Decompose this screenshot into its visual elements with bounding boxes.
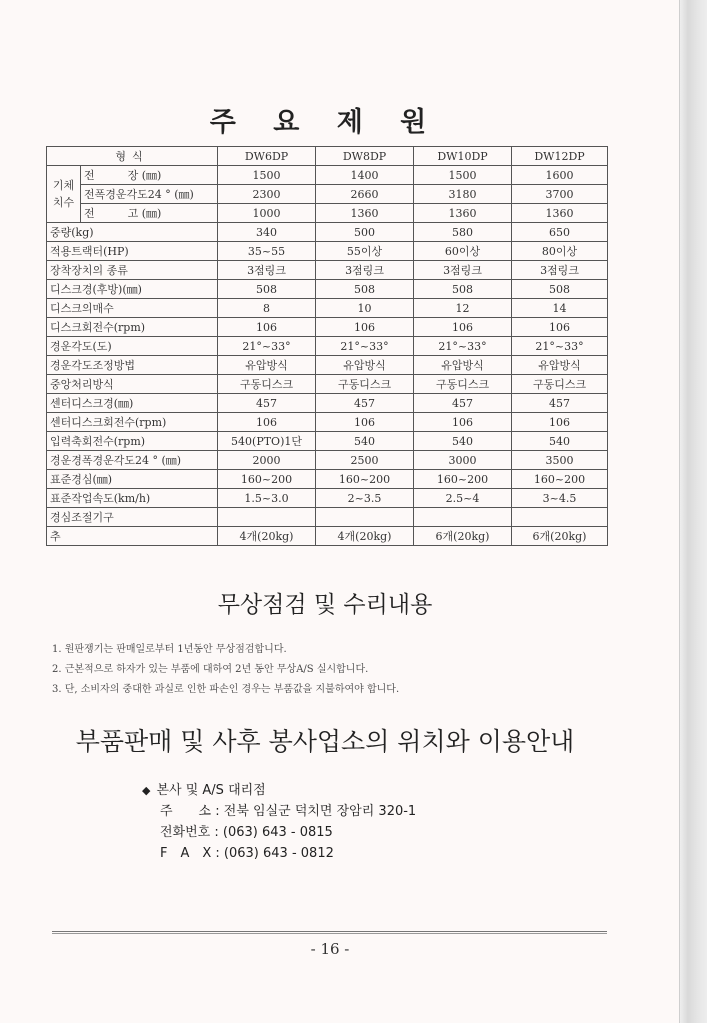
spec-cell: 540(PTO)1단 (218, 432, 316, 451)
contact-phone: 전화번호 : (063) 643 - 0815 (160, 825, 333, 840)
spec-cell: 106 (414, 318, 512, 337)
row-label: 센터디스크경(㎜) (47, 394, 218, 413)
spec-cell: 12 (414, 299, 512, 318)
spec-row (47, 204, 608, 223)
spec-cell: 340 (218, 223, 316, 242)
row-label: 중앙처리방식 (47, 375, 218, 394)
spec-cell: 160~200 (316, 470, 414, 489)
spec-cell: 21°~33° (512, 337, 608, 356)
spec-cell: 1360 (414, 204, 512, 223)
spec-row (47, 318, 608, 337)
spec-cell: 4개(20kg) (316, 527, 414, 546)
spec-cell (316, 508, 414, 527)
spec-cell: 1500 (414, 166, 512, 185)
spec-cell: 106 (218, 413, 316, 432)
spec-cell: 80이상 (512, 242, 608, 261)
row-label: 전폭경운각도24 ° (㎜) (81, 185, 218, 204)
spec-cell: 160~200 (512, 470, 608, 489)
model-header: DW12DP (512, 147, 608, 166)
spec-row (47, 451, 608, 470)
spec-row (47, 432, 608, 451)
row-label: 표준경심(㎜) (47, 470, 218, 489)
spec-cell: 1360 (316, 204, 414, 223)
spec-cell: 2300 (218, 185, 316, 204)
spec-row (47, 508, 608, 527)
spec-cell: 650 (512, 223, 608, 242)
spec-cell: 540 (414, 432, 512, 451)
spec-cell: 3~4.5 (512, 489, 608, 508)
spec-row (47, 280, 608, 299)
spec-cell (218, 508, 316, 527)
spec-cell: 3점링크 (414, 261, 512, 280)
spec-cell: 540 (316, 432, 414, 451)
row-label: 입력축회전수(rpm) (47, 432, 218, 451)
model-header: DW8DP (316, 147, 414, 166)
contact-address: 주 소 : 전북 임실군 덕치면 장암리 320-1 (160, 804, 417, 819)
spec-cell: 14 (512, 299, 608, 318)
row-label: 센터디스크회전수(rpm) (47, 413, 218, 432)
model-header: DW10DP (414, 147, 512, 166)
spec-cell: 540 (512, 432, 608, 451)
spec-cell: 유압방식 (316, 356, 414, 375)
footer-rule (52, 931, 607, 934)
spec-cell: 1.5~3.0 (218, 489, 316, 508)
spec-cell: 1600 (512, 166, 608, 185)
spec-cell: 1000 (218, 204, 316, 223)
spec-cell: 60이상 (414, 242, 512, 261)
header-label: 형식 (47, 147, 218, 166)
contact-fax: F A X : (063) 643 - 0812 (160, 846, 334, 861)
group-label-line: 치수 (52, 196, 75, 209)
group-label-line: 기체 (52, 179, 75, 192)
spec-cell: 457 (218, 394, 316, 413)
spec-cell: 457 (512, 394, 608, 413)
row-label: 추 (47, 527, 218, 546)
spec-cell (512, 508, 608, 527)
row-label: 디스크회전수(rpm) (47, 318, 218, 337)
spec-cell (414, 508, 512, 527)
page-number: - 16 - (310, 940, 350, 958)
spec-row (47, 394, 608, 413)
contact-heading-row (142, 780, 416, 801)
page-title: 주 요 제 원 (209, 107, 441, 138)
spec-cell: 6개(20kg) (512, 527, 608, 546)
spec-cell: 3180 (414, 185, 512, 204)
row-label: 적용트랙터(HP) (47, 242, 218, 261)
spec-cell: 1400 (316, 166, 414, 185)
row-label: 경운각도조정방법 (47, 356, 218, 375)
spec-cell: 580 (414, 223, 512, 242)
spec-row (47, 261, 608, 280)
spec-cell: 3점링크 (512, 261, 608, 280)
spec-cell: 1360 (512, 204, 608, 223)
spec-cell: 160~200 (218, 470, 316, 489)
spec-row (47, 185, 608, 204)
spec-cell: 21°~33° (316, 337, 414, 356)
spec-row (47, 470, 608, 489)
spec-cell: 21°~33° (218, 337, 316, 356)
spec-cell: 106 (316, 318, 414, 337)
row-label: 디스크경(후방)(㎜) (47, 280, 218, 299)
spec-cell: 4개(20kg) (218, 527, 316, 546)
row-label: 장착장치의 종류 (47, 261, 218, 280)
row-label: 경심조절기구 (47, 508, 218, 527)
spec-row (47, 242, 608, 261)
spec-cell: 160~200 (414, 470, 512, 489)
spec-cell: 유압방식 (414, 356, 512, 375)
row-label: 표준작업속도(km/h) (47, 489, 218, 508)
spec-cell: 3000 (414, 451, 512, 470)
spec-cell: 106 (512, 318, 608, 337)
spec-cell: 106 (218, 318, 316, 337)
contact-block (142, 780, 416, 864)
spec-cell: 106 (414, 413, 512, 432)
contact-heading: 본사 및 A/S 대리점 (156, 783, 266, 798)
spec-row (47, 356, 608, 375)
spec-cell: 508 (316, 280, 414, 299)
spec-cell: 구동디스크 (316, 375, 414, 394)
note-item: 2. 근본적으로 하자가 있는 부품에 대하여 2년 동안 무상A/S 실시합니다. (52, 664, 369, 675)
spec-cell: 457 (316, 394, 414, 413)
spec-row (47, 413, 608, 432)
spec-cell: 8 (218, 299, 316, 318)
warranty-notes (52, 640, 399, 700)
row-label: 디스크의매수 (47, 299, 218, 318)
spec-cell: 2000 (218, 451, 316, 470)
row-label: 중량(kg) (47, 223, 218, 242)
spec-cell: 508 (512, 280, 608, 299)
spec-cell: 구동디스크 (218, 375, 316, 394)
row-label: 경운각도(도) (47, 337, 218, 356)
spec-cell: 500 (316, 223, 414, 242)
spec-cell: 3500 (512, 451, 608, 470)
page-edge-shadow (679, 0, 707, 1023)
model-header: DW6DP (218, 147, 316, 166)
group-label (47, 166, 81, 223)
spec-cell: 508 (414, 280, 512, 299)
spec-cell: 2.5~4 (414, 489, 512, 508)
row-label: 전 고 (㎜) (81, 204, 218, 223)
diamond-bullet-icon: ◆ (142, 784, 151, 797)
spec-cell: 2660 (316, 185, 414, 204)
spec-row (47, 527, 608, 546)
spec-row (47, 299, 608, 318)
spec-header-row (47, 147, 608, 166)
spec-cell: 구동디스크 (414, 375, 512, 394)
warranty-title: 무상점검 및 수리내용 (217, 592, 433, 618)
row-label: 경운경폭경운각도24 ° (㎜) (47, 451, 218, 470)
spec-cell: 2~3.5 (316, 489, 414, 508)
spec-row (47, 166, 608, 185)
spec-cell: 3점링크 (218, 261, 316, 280)
spec-cell: 3점링크 (316, 261, 414, 280)
spec-cell: 유압방식 (512, 356, 608, 375)
spec-row (47, 375, 608, 394)
row-label: 전 장 (㎜) (81, 166, 218, 185)
spec-cell: 6개(20kg) (414, 527, 512, 546)
spec-row (47, 337, 608, 356)
spec-cell: 10 (316, 299, 414, 318)
spec-cell: 유압방식 (218, 356, 316, 375)
service-title: 부품판매 및 사후 봉사업소의 위치와 이용안내 (75, 727, 575, 756)
spec-row (47, 489, 608, 508)
spec-cell: 1500 (218, 166, 316, 185)
spec-cell: 2500 (316, 451, 414, 470)
spec-row (47, 223, 608, 242)
spec-cell: 구동디스크 (512, 375, 608, 394)
spec-cell: 457 (414, 394, 512, 413)
spec-cell: 35~55 (218, 242, 316, 261)
spec-cell: 21°~33° (414, 337, 512, 356)
spec-table (46, 146, 608, 546)
spec-cell: 508 (218, 280, 316, 299)
spec-cell: 3700 (512, 185, 608, 204)
spec-cell: 55이상 (316, 242, 414, 261)
spec-cell: 106 (316, 413, 414, 432)
spec-cell: 106 (512, 413, 608, 432)
note-item: 1. 원판쟁기는 판매일로부터 1년동안 무상점검합니다. (52, 644, 287, 655)
note-item: 3. 단, 소비자의 중대한 과실로 인한 파손인 경우는 부품값을 지불하여야 합니다. (52, 684, 400, 695)
